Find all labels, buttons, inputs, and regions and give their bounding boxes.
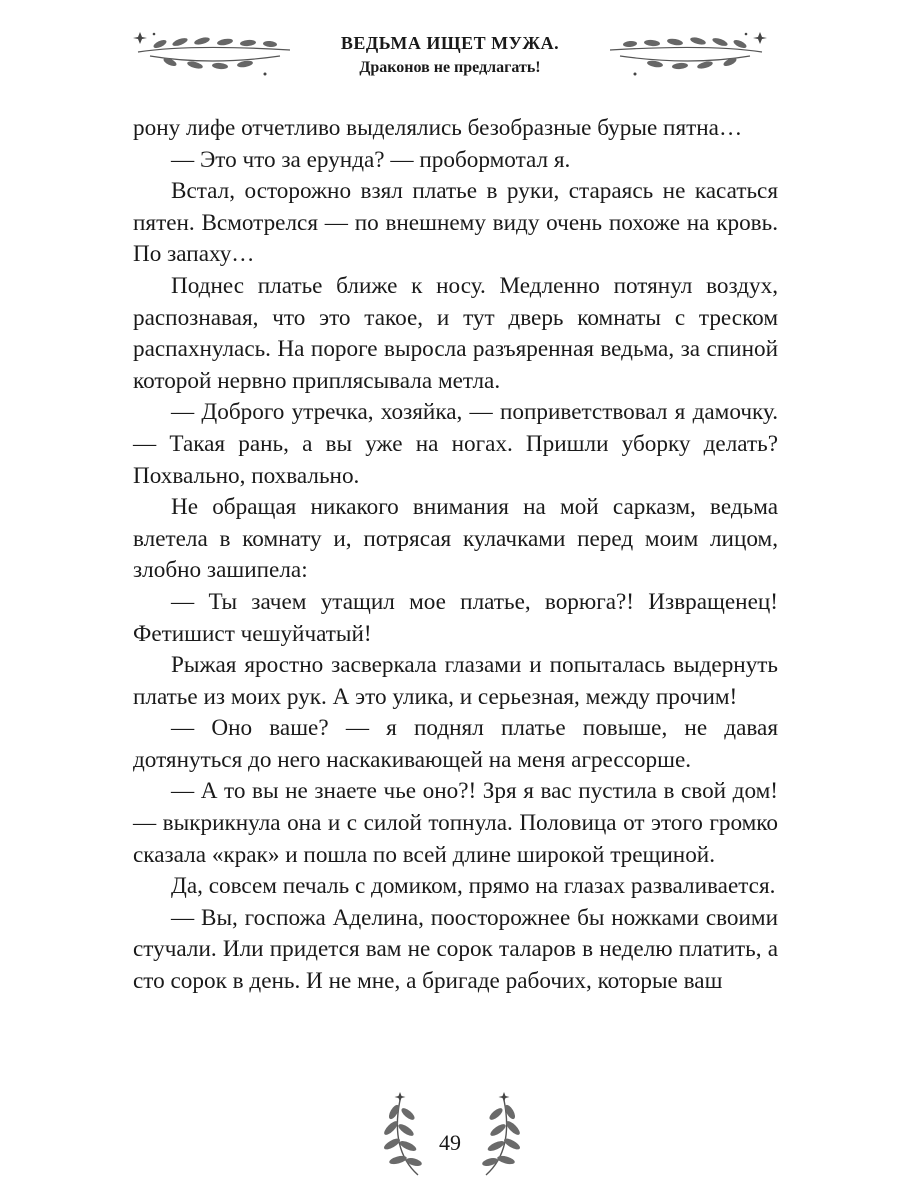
laurel-branch-icon — [474, 1090, 524, 1180]
leaf-branch-ornament-icon — [605, 22, 770, 82]
paragraph: Поднес платье ближе к носу. Медленно потянул воздух, распознавая, что это такое, и тут дверь комнаты с треском распахнулась. На пороге выросла разъяренная ведьма, за спиной которой нервно приплясывала метла. — [133, 272, 778, 394]
paragraph: — А то вы не знаете чье оно?! Зря я вас пустила в свой дом! — выкрикнула она и с силой топнула. Половица от этого громко сказала «крак» и пошла по всей длине широкой трещиной. — [133, 778, 778, 868]
page-footer — [0, 1090, 900, 1180]
paragraph: Рыжая яростно засверкала глазами и попыталась выдернуть платье из моих рук. А это улика, и серьезная, между прочим! — [133, 652, 778, 710]
running-header — [0, 22, 900, 92]
book-title: ВЕДЬМА ИЩЕТ МУЖА. — [340, 33, 560, 53]
paragraph: — Оно ваше? — я поднял платье повыше, не давая дотянуться до него наскакивающей на меня агрессорше. — [133, 715, 778, 773]
paragraph: Да, совсем печаль с домиком, прямо на глазах разваливается. — [171, 873, 776, 900]
page-number: 49 — [439, 1130, 461, 1155]
leaf-branch-ornament-icon — [130, 22, 295, 82]
paragraph: — Ты зачем утащил мое платье, ворюга?! Извращенец! Фетишист чешуйчатый! — [133, 588, 778, 647]
page-body-text — [133, 113, 778, 998]
paragraph: — Вы, госпожа Аделина, поосторожнее бы ножками своими стучали. Или придется вам не сорок таларов в неделю платить, а сто сорок в день. И не мне, а бригаде рабочих, которые ваш — [133, 904, 778, 995]
paragraph: — Это что за ерунда? — пробормотал я. — [171, 146, 571, 173]
book-subtitle: Драконов не предлагать! — [359, 59, 541, 76]
paragraph-continued: рону лифе отчетливо выделялись безобразные бурые пятна… — [133, 115, 743, 141]
paragraph: Встал, осторожно взял платье в руки, стараясь не касаться пятен. Всмотрелся — по внешнему виду очень похоже на кровь. По запаху… — [133, 178, 778, 268]
paragraph: — Доброго утречка, хозяйка, — поприветствовал я дамочку. — Такая рань, а вы уже на ногах. Пришли уборку делать? Похвально, похвально. — [133, 399, 778, 489]
paragraph: Не обращая никакого внимания на мой сарказм, ведьма влетела в комнату и, потрясая кулачками перед моим лицом, злобно зашипела: — [133, 494, 778, 584]
